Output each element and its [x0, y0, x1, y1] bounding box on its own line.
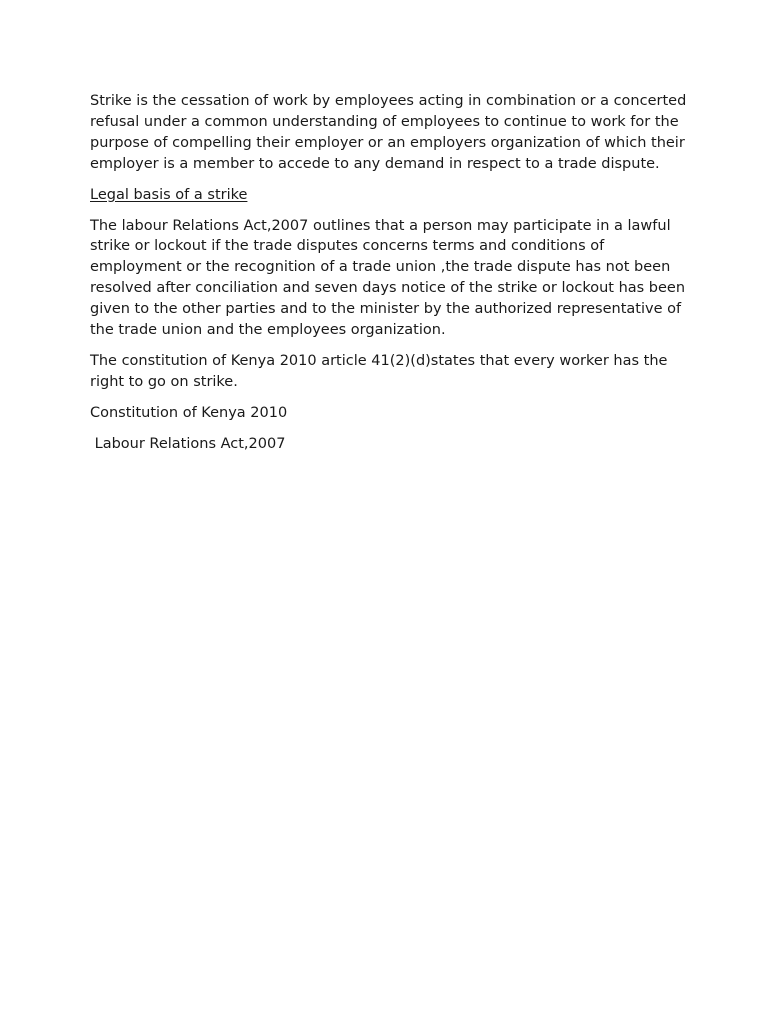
document-body [90, 91, 690, 465]
reference-constitution: Constitution of Kenya 2010 [90, 404, 288, 421]
constitution-paragraph: The constitution of Kenya 2010 article 41(2)(d)states that every worker has the right to go on strike. [90, 352, 673, 390]
legal-basis-heading: Legal basis of a strike [90, 186, 248, 203]
labour-act-paragraph: The labour Relations Act,2007 outlines that a person may participate in a lawful strike or lockout if the trade disputes concerns terms and conditions of employment or the recognition of a trade union ,the trade dispute has not been resolved after conciliation and seven days notice of the strike or lockout has been given to the other parties and to the minister by the authorized representative of the trade union and the employees organization. [90, 217, 690, 339]
intro-paragraph: Strike is the cessation of work by employees acting in combination or a concerted refusal under a common understanding of employees to continue to work for the purpose of compelling their employer or an employers organization of which their employer is a member to accede to any demand in respect to a trade dispute. [90, 93, 691, 172]
reference-labour-act: Labour Relations Act,2007 [90, 435, 286, 452]
